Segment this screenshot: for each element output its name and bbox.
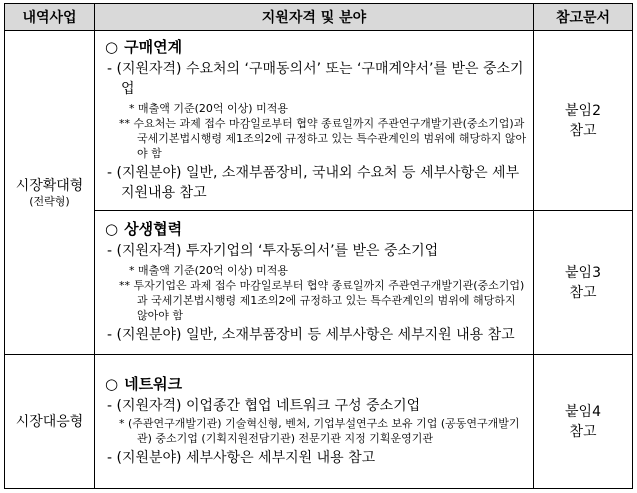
note-item: * 매출액 기준(20억 이상) 미적용 xyxy=(129,264,288,277)
reference-attachment: 붙임2 xyxy=(565,102,601,119)
reference-label: 참고 xyxy=(569,423,597,440)
note-item: ** 투자기업은 과제 접수 마감일로부터 협약 종료일까지 주관연구개발기관(중소기업)과 국세기본법시행령 제1조의2에 규정하고 있는 특수관계인의 범위에 해당하지 않아야 함 xyxy=(119,279,525,322)
section-title: ○ 상생협력 xyxy=(105,220,183,238)
header-reference: 참고문서 xyxy=(534,4,633,31)
table-row xyxy=(5,355,633,489)
section-win-win xyxy=(95,211,534,355)
note-item: ** 수요처는 과제 접수 마감일로부터 협약 종료일까지 주관연구개발기관(중소기업)과 국세기본법시행령 제1조의2에 규정하고 있는 특수관계인의 범위에 해당하지 않아야 함 xyxy=(119,117,527,160)
qualification-item: - (지원자격) 수요처의 ‘구매동의서’ 또는 ‘구매계약서’를 받은 중소기업 xyxy=(107,61,524,97)
section-purchase-link xyxy=(95,31,534,211)
reference-cell xyxy=(534,211,633,355)
business-market-expansion xyxy=(5,31,95,355)
reference-cell xyxy=(534,31,633,211)
reference-label: 참고 xyxy=(569,284,597,301)
section-title: ○ 구매연계 xyxy=(105,38,183,56)
support-table xyxy=(4,3,633,489)
table-row xyxy=(5,211,633,355)
business-market-response xyxy=(5,355,95,489)
reference-cell xyxy=(534,355,633,489)
field-item: - (지원분야) 일반, 소재부품장비, 국내외 수요처 등 세부사항은 세부 지원내용 참고 xyxy=(107,165,520,201)
header-qualification: 지원자격 및 분야 xyxy=(95,4,534,31)
section-title: ○ 네트워크 xyxy=(105,375,183,393)
reference-label: 참고 xyxy=(569,122,597,139)
header-row xyxy=(5,4,633,31)
business-name: 시장대응형 xyxy=(15,413,84,430)
business-subtitle: (전략형) xyxy=(29,194,70,208)
section-network xyxy=(95,355,534,489)
note-item: * 매출액 기준(20억 이상) 미적용 xyxy=(129,102,288,115)
qualification-item: - (지원자격) 이업종간 협업 네트워크 구성 중소기업 xyxy=(107,398,421,414)
table-row xyxy=(5,31,633,211)
field-item: - (지원분야) 일반, 소재부품장비 등 세부사항은 세부지원 내용 참고 xyxy=(107,327,515,343)
field-item: - (지원분야) 세부사항은 세부지원 내용 참고 xyxy=(107,450,376,466)
reference-attachment: 붙임3 xyxy=(565,264,601,281)
qualification-item: - (지원자격) 투자기업의 ‘투자동의서’를 받은 중소기업 xyxy=(107,243,439,259)
business-name: 시장확대형 xyxy=(15,177,84,194)
header-business: 내역사업 xyxy=(5,4,95,31)
reference-attachment: 붙임4 xyxy=(565,403,601,420)
note-item: * (주관연구개발기관) 기술혁신형, 벤처, 기업부설연구소 보유 기업 (공동연구개발기관) 중소기업 (기획지원전담기관) 전문기관 지정 기획운영기관 xyxy=(119,417,520,445)
